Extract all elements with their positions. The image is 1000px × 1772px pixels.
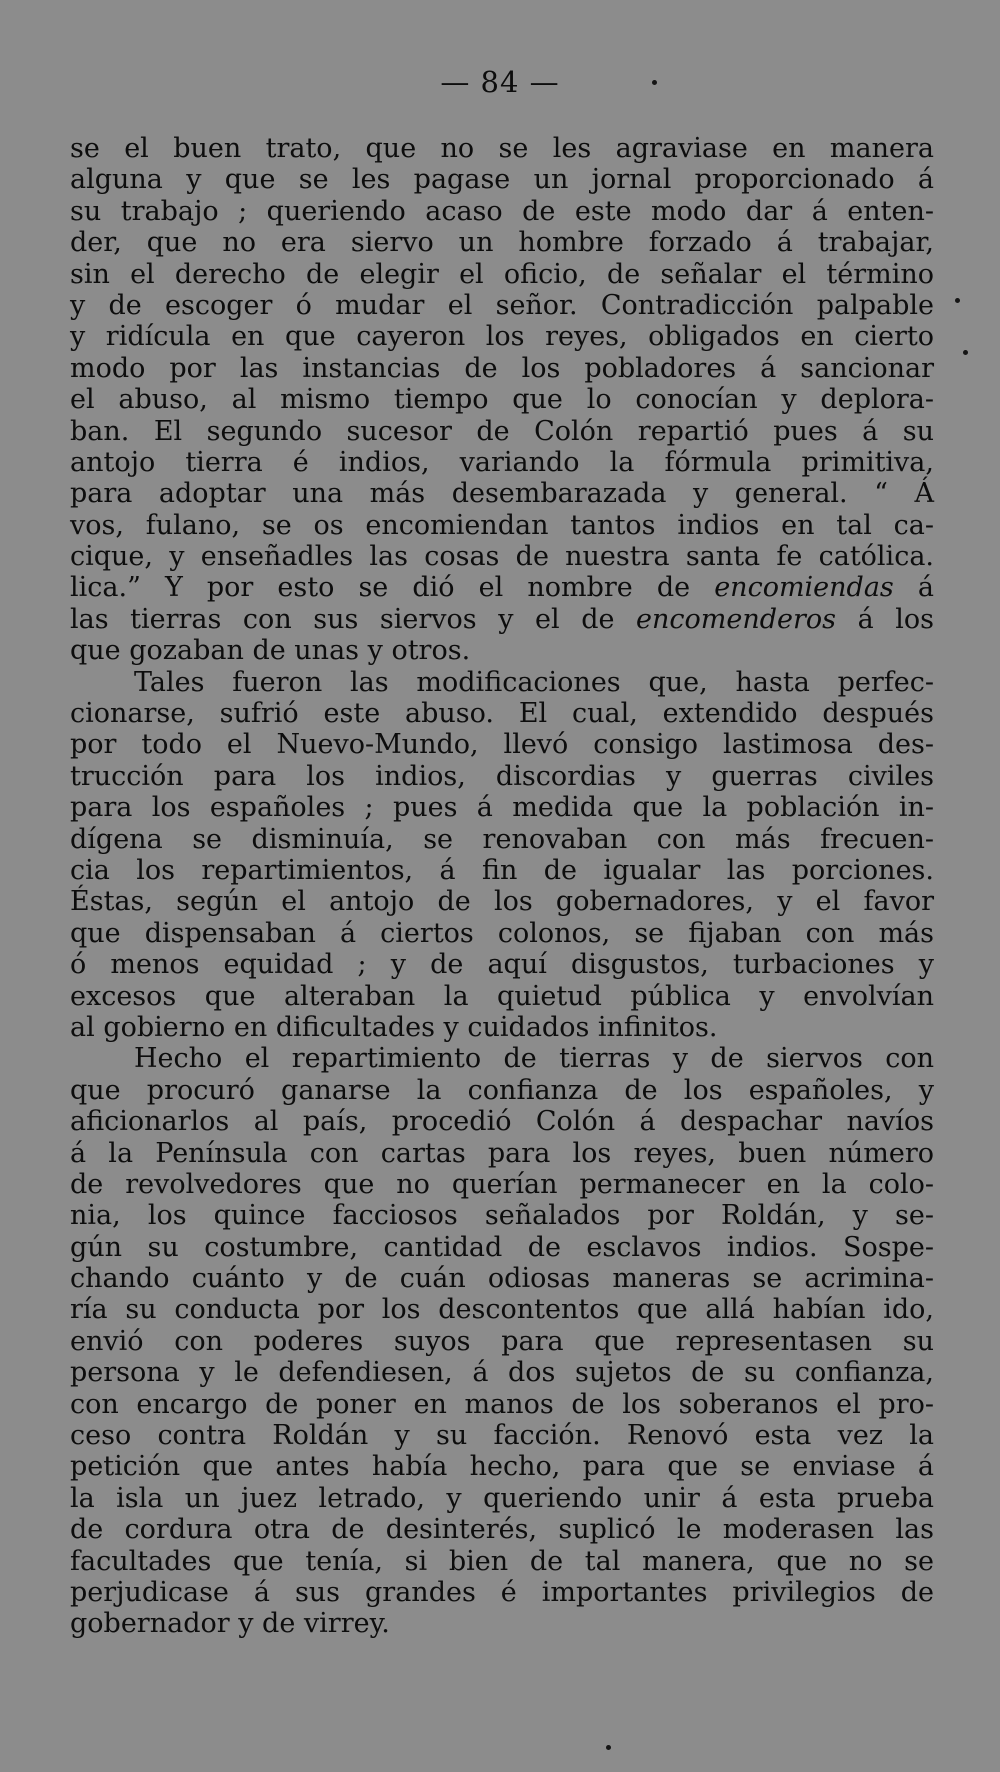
- text-line: cia los repartimientos, á fin de igualar las porciones.: [70, 854, 934, 886]
- text-line: ría su conducta por los descontentos que allá habían ido,: [70, 1294, 934, 1326]
- text-line: que gozaban de unas y otros.: [70, 635, 471, 667]
- text-line: envió con poderes suyos para que representasen su: [70, 1325, 934, 1357]
- text-line: cionarse, sufrió este abuso. El cual, extendido después: [70, 698, 934, 730]
- text-line: con encargo de poner en manos de los soberanos el pro-: [70, 1388, 934, 1420]
- text-line: sin el derecho de elegir el oficio, de señalar el término: [70, 258, 934, 290]
- paragraph-2: [70, 667, 934, 1044]
- text-line: lica.” Y por esto se dió el nombre de encomiendas á: [70, 572, 934, 604]
- print-speck: [963, 350, 968, 355]
- text-line: cique, y enseñadles las cosas de nuestra santa fe católica.: [70, 541, 934, 573]
- text-line: ban. El segundo sucesor de Colón repartió pues á su: [70, 415, 934, 447]
- text-line: aficionarlos al país, procedió Colón á despachar navíos: [70, 1106, 934, 1138]
- text-line: dígena se disminuía, se renovaban con más frecuen-: [70, 823, 934, 855]
- text-line: gobernador y de virrey.: [70, 1608, 390, 1640]
- text-line: vos, fulano, se os encomiendan tantos indios en tal ca-: [70, 509, 934, 541]
- print-speck: [955, 298, 960, 303]
- text-line: ceso contra Roldán y su facción. Renovó esta vez la: [70, 1420, 934, 1452]
- text-line: se el buen trato, que no se les agraviase en manera: [70, 133, 934, 164]
- print-speck: [652, 80, 657, 85]
- text-line: el abuso, al mismo tiempo que lo conocían y deplora-: [70, 384, 934, 416]
- text-line: para adoptar una más desembarazada y general. “ Á: [70, 478, 934, 510]
- body-text: [70, 133, 934, 1640]
- text-line: y ridícula en que cayeron los reyes, obligados en cierto: [70, 321, 934, 353]
- paragraph-3: [70, 1043, 934, 1639]
- text-line: Tales fueron las modificaciones que, hasta perfec-: [134, 666, 934, 698]
- page-number: — 84 —: [440, 65, 560, 99]
- text-line: perjudicase á sus grandes é importantes privilegios de: [70, 1576, 934, 1608]
- text-line: Éstas, según el antojo de los gobernadores, y el favor: [70, 886, 934, 918]
- text-line: de cordura otra de desinterés, suplicó le moderasen las: [70, 1514, 934, 1546]
- text-line: gún su costumbre, cantidad de esclavos indios. Sospe-: [70, 1231, 934, 1263]
- text-line: la isla un juez letrado, y queriendo unir á esta prueba: [70, 1482, 934, 1514]
- text-line: excesos que alteraban la quietud pública y envolvían: [70, 980, 934, 1012]
- text-line: las tierras con sus siervos y el de encomenderos á los: [70, 603, 934, 635]
- text-line: antojo tierra é indios, variando la fórmula primitiva,: [70, 446, 934, 478]
- text-line: nia, los quince facciosos señalados por Roldán, y se-: [70, 1200, 934, 1232]
- text-line: que procuró ganarse la confianza de los españoles, y: [70, 1074, 934, 1106]
- text-line: chando cuánto y de cuán odiosas maneras se acrimina-: [70, 1263, 934, 1295]
- text-line: alguna y que se les pagase un jornal proporcionado á: [70, 164, 934, 196]
- text-line: que dispensaban á ciertos colonos, se fijaban con más: [70, 917, 934, 949]
- text-line: por todo el Nuevo-Mundo, llevó consigo lastimosa des-: [70, 729, 934, 761]
- text-line: der, que no era siervo un hombre forzado á trabajar,: [70, 227, 934, 259]
- text-line: petición que antes había hecho, para que se enviase á: [70, 1451, 934, 1483]
- text-line: al gobierno en dificultades y cuidados infinitos.: [70, 1011, 718, 1043]
- print-speck: [606, 1745, 611, 1750]
- text-line: modo por las instancias de los pobladores á sancionar: [70, 352, 934, 384]
- paragraph-1: [70, 133, 934, 667]
- text-line: á la Península con cartas para los reyes, buen número: [70, 1137, 934, 1169]
- text-line: su trabajo ; queriendo acaso de este modo dar á enten-: [70, 195, 934, 227]
- text-line: facultades que tenía, si bien de tal manera, que no se: [70, 1545, 934, 1577]
- text-line: persona y le defendiesen, á dos sujetos de su confianza,: [70, 1357, 934, 1389]
- text-line: y de escoger ó mudar el señor. Contradicción palpable: [70, 289, 934, 321]
- text-line: trucción para los indios, discordias y guerras civiles: [70, 760, 934, 792]
- text-line: ó menos equidad ; y de aquí disgustos, turbaciones y: [70, 949, 934, 981]
- text-line: para los españoles ; pues á medida que la población in-: [70, 792, 934, 824]
- text-line: Hecho el repartimiento de tierras y de siervos con: [134, 1043, 934, 1075]
- text-line: de revolvedores que no querían permanecer en la colo-: [70, 1168, 934, 1200]
